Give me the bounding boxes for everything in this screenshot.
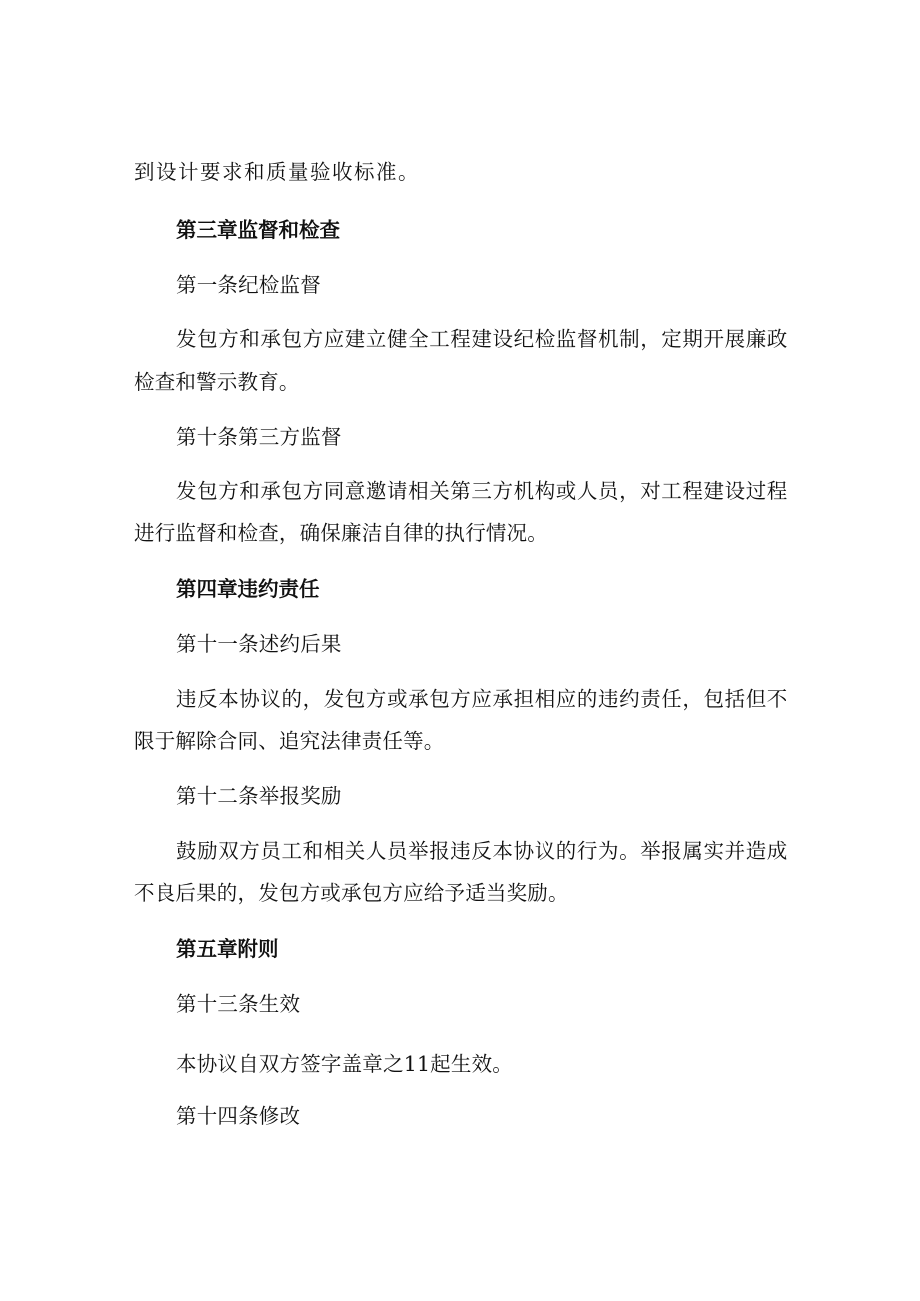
chapter-heading: 第三章监督和检查: [176, 218, 340, 242]
paragraph-line: 发包方和承包方同意邀请相关第三方机构或人员，对工程建设过程: [176, 479, 788, 503]
article-title: 第十四条修改: [176, 1104, 301, 1128]
chapter-heading: 第五章附则: [176, 937, 279, 961]
article-title: 第十条第三方监督: [176, 425, 342, 449]
paragraph-line: 进行监督和检查，确保廉洁自律的执行情况。: [134, 521, 548, 545]
article-title: 第十三条生效: [176, 992, 301, 1016]
paragraph-line: 限于解除合同、追究法律责任等。: [134, 729, 445, 753]
article-title: 第十二条举报奖励: [176, 784, 342, 808]
paragraph-line: 到设计要求和质量验收标准。: [134, 160, 420, 184]
paragraph-line: 违反本协议的，发包方或承包方应承担相应的违约责任，包括但不: [176, 687, 788, 711]
paragraph-line: 鼓励双方员工和相关人员举报违反本协议的行为。举报属实并造成: [176, 839, 788, 863]
paragraph-line: 本协议自双方签字盖章之11起生效。: [176, 1052, 513, 1076]
chapter-heading: 第四章违约责任: [176, 577, 320, 601]
article-title: 第十一条述约后果: [176, 632, 342, 656]
paragraph-line: 检查和警示教育。: [134, 370, 300, 394]
paragraph-line: 发包方和承包方应建立健全工程建设纪检监督机制，定期开展廉政: [176, 327, 788, 351]
paragraph-line: 不良后果的，发包方或承包方应给予适当奖励。: [134, 881, 569, 905]
article-title: 第一条纪检监督: [176, 273, 321, 297]
